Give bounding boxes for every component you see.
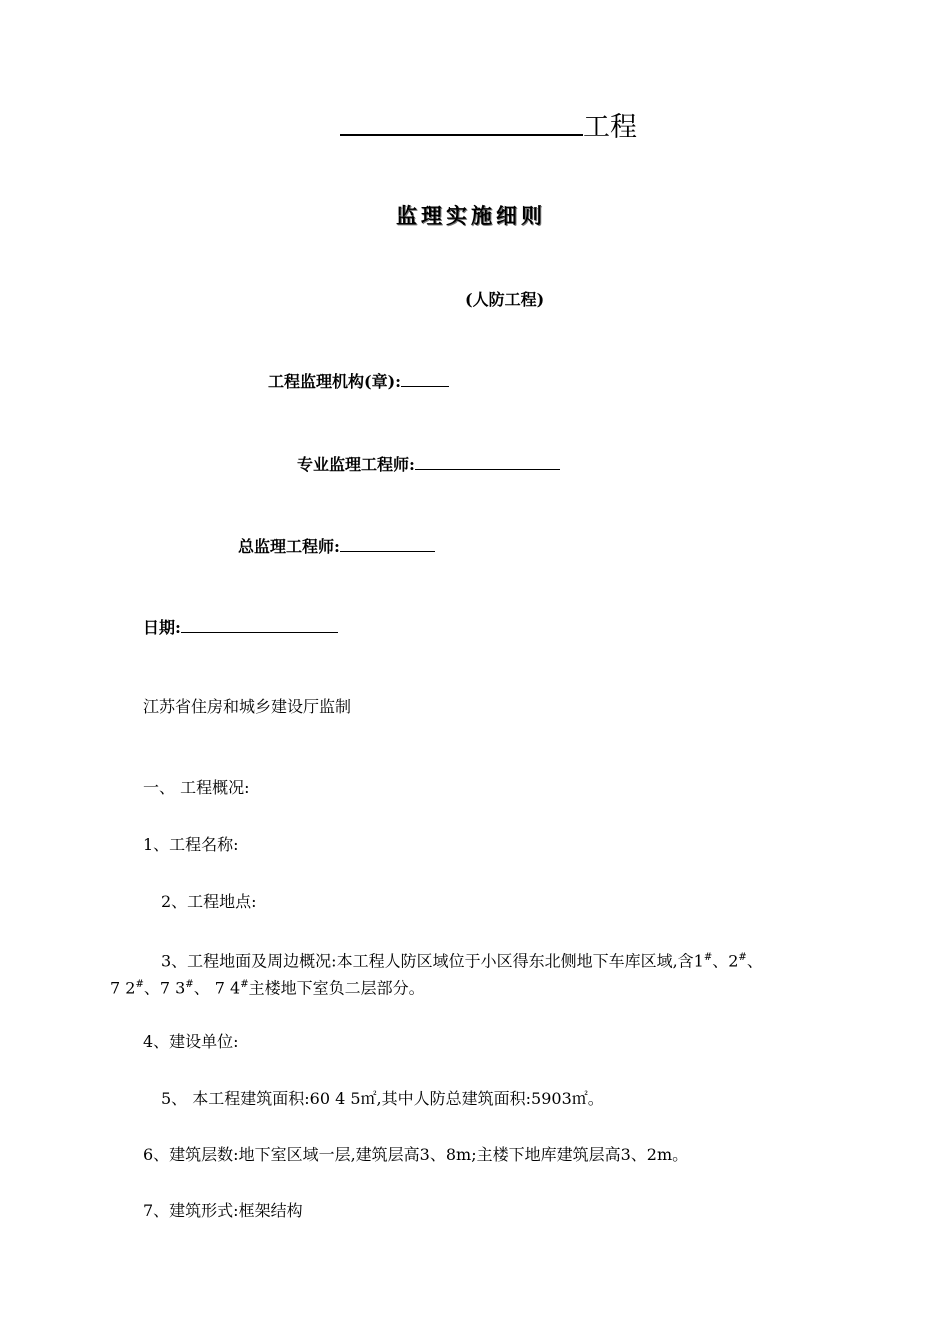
surroundings-sep-1: 、2 (712, 951, 739, 971)
signature-date-row (143, 615, 338, 638)
date-label: 日期: (143, 618, 181, 637)
item-surroundings-line1 (161, 946, 763, 973)
chief-blank[interactable] (340, 535, 435, 552)
issuer-text: 江苏省住房和城乡建设厅监制 (143, 697, 352, 716)
specialist-blank[interactable] (415, 453, 560, 470)
item-developer: 4、建设单位: (143, 1032, 239, 1051)
number-mark: # (738, 952, 747, 963)
item-project-name: 1、工程名称: (143, 835, 239, 854)
number-mark: # (135, 979, 144, 990)
surroundings-text-3: 主楼地下室负二层部分。 (248, 978, 425, 998)
number-mark: # (703, 952, 713, 963)
item-surroundings-line2 (110, 973, 425, 1000)
org-label: 工程监理机构(章): (268, 372, 402, 391)
number-mark: # (185, 979, 194, 990)
surroundings-text-2: 7 2 (110, 978, 136, 998)
date-blank[interactable] (181, 616, 338, 633)
item-building-area: 5、 本工程建筑面积:60 4 5㎡,其中人防总建筑面积:5903㎡。 (161, 1089, 604, 1108)
section-heading: 一、 工程概况: (143, 778, 250, 797)
document-title: 监理实施细则 (396, 203, 546, 228)
project-title-line (340, 108, 637, 146)
project-suffix: 工程 (583, 112, 637, 143)
surroundings-sep-4: 、 7 4 (193, 978, 241, 998)
surroundings-sep-2: 、 (746, 951, 763, 971)
specialist-label: 专业监理工程师: (297, 455, 415, 474)
number-mark: # (240, 979, 249, 990)
document-subtitle: (人防工程) (465, 290, 545, 309)
chief-label: 总监理工程师: (238, 537, 340, 556)
signature-specialist-row (297, 452, 560, 475)
item-floor-count: 6、建筑层数:地下室区域一层,建筑层高3、8m;主楼下地库建筑层高3、2m。 (143, 1145, 689, 1164)
surroundings-sep-3: 、7 3 (143, 978, 186, 998)
surroundings-text-1: 3、工程地面及周边概况:本工程人防区域位于小区得东北侧地下车库区域,含1 (161, 951, 704, 971)
item-project-location: 2、工程地点: (161, 892, 257, 911)
item-structure-type: 7、建筑形式:框架结构 (143, 1201, 303, 1220)
signature-org-row (268, 369, 449, 392)
org-blank[interactable] (401, 370, 449, 387)
project-name-blank[interactable] (340, 108, 583, 136)
signature-chief-row (238, 534, 435, 557)
